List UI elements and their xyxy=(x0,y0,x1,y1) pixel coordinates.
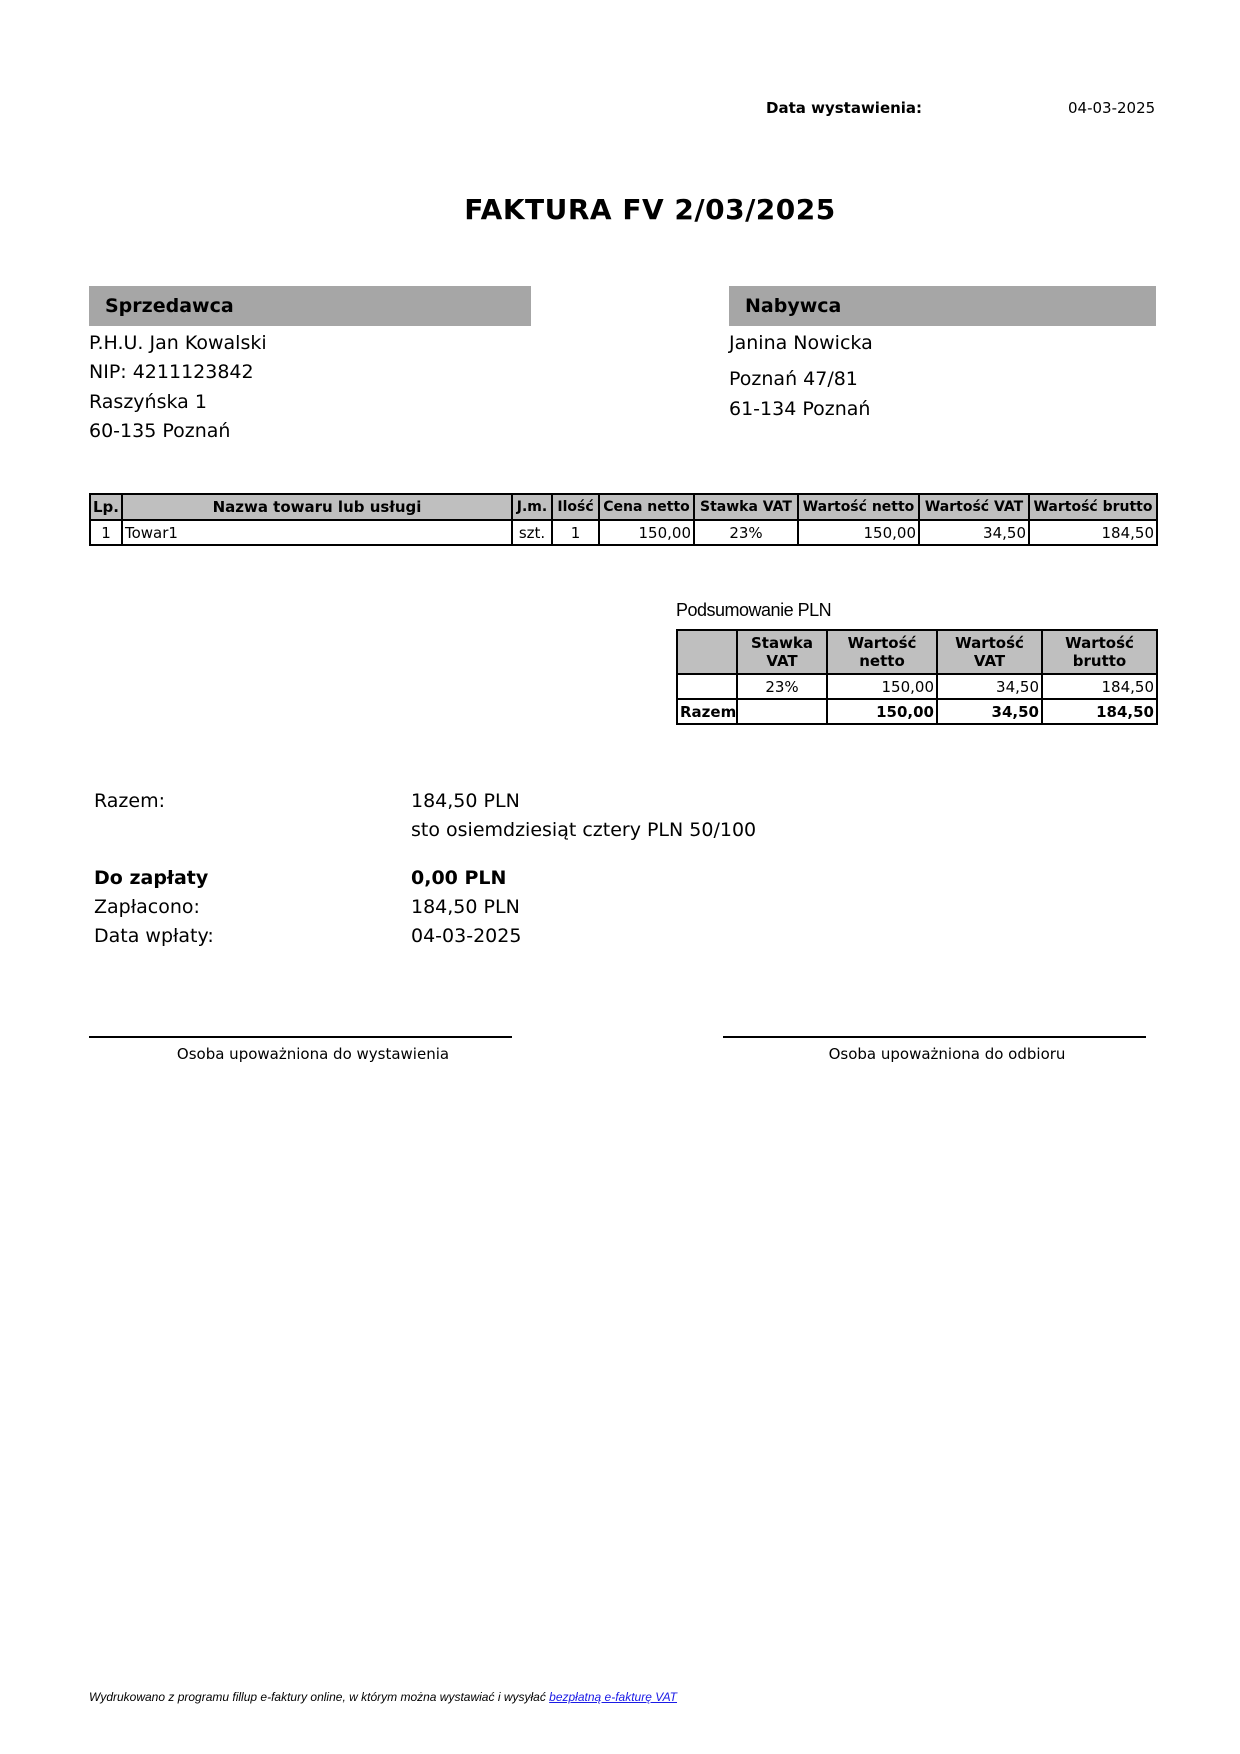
buyer-name: Janina Nowicka xyxy=(729,332,873,354)
table-row xyxy=(90,520,1157,545)
items-header-row xyxy=(90,494,1157,520)
cell-name: Towar1 xyxy=(122,520,512,545)
summary-total-net: 150,00 xyxy=(827,699,937,724)
footer-text: Wydrukowano z programu fillup e-faktury online, w którym można wystawiać i wysyłać xyxy=(89,1690,550,1704)
seller-nip: NIP: 4211123842 xyxy=(89,361,254,383)
signature-label-issuer: Osoba upoważniona do wystawienia xyxy=(176,1045,450,1063)
issue-date-label: Data wystawienia: xyxy=(766,99,923,117)
total-label: Razem: xyxy=(94,790,165,812)
summary-total-row xyxy=(677,699,1157,724)
col-header-name: Nazwa towaru lub usługi xyxy=(122,494,512,520)
summary-cell-gross: 184,50 xyxy=(1042,674,1157,699)
summary-total-label: Razem xyxy=(677,699,737,724)
col-header-qty: Ilość xyxy=(552,494,599,520)
cell-qty: 1 xyxy=(552,520,599,545)
cell-gross-value: 184,50 xyxy=(1029,520,1157,545)
col-header-lp: Lp. xyxy=(90,494,122,520)
table-row xyxy=(677,674,1157,699)
cell-lp: 1 xyxy=(90,520,122,545)
signature-line-recipient xyxy=(723,1036,1146,1038)
items-table xyxy=(89,493,1158,546)
summary-cell-blank xyxy=(677,674,737,699)
invoice-title: FAKTURA FV 2/03/2025 xyxy=(464,193,836,226)
col-header-vat-rate: Stawka VAT xyxy=(694,494,798,520)
col-header-vat-value: Wartość VAT xyxy=(919,494,1029,520)
buyer-city: 61-134 Poznań xyxy=(729,398,871,420)
summary-header-row xyxy=(677,630,1157,674)
amount-due-value: 0,00 PLN xyxy=(411,867,507,889)
summary-header-blank xyxy=(677,630,737,674)
payment-date-value: 04-03-2025 xyxy=(411,925,522,947)
signature-label-recipient: Osoba upoważniona do odbioru xyxy=(828,1045,1066,1063)
col-header-gross-value: Wartość brutto xyxy=(1029,494,1157,520)
seller-name: P.H.U. Jan Kowalski xyxy=(89,332,267,354)
signature-line-issuer xyxy=(89,1036,512,1038)
col-header-net-price: Cena netto xyxy=(599,494,694,520)
summary-header-gross: Wartość brutto xyxy=(1042,630,1157,674)
cell-vat-value: 34,50 xyxy=(919,520,1029,545)
paid-value: 184,50 PLN xyxy=(411,896,520,918)
cell-net-value: 150,00 xyxy=(798,520,919,545)
summary-cell-net: 150,00 xyxy=(827,674,937,699)
summary-total-gross: 184,50 xyxy=(1042,699,1157,724)
total-in-words: sto osiemdziesiąt cztery PLN 50/100 xyxy=(411,819,757,841)
seller-city: 60-135 Poznań xyxy=(89,420,231,442)
summary-cell-vat: 34,50 xyxy=(937,674,1042,699)
issue-date-value: 04-03-2025 xyxy=(1068,99,1156,117)
summary-cell-vat-rate: 23% xyxy=(737,674,827,699)
summary-header-vat-rate: Stawka VAT xyxy=(737,630,827,674)
seller-street: Raszyńska 1 xyxy=(89,391,207,413)
cell-net-price: 150,00 xyxy=(599,520,694,545)
summary-table xyxy=(676,629,1158,725)
cell-unit: szt. xyxy=(512,520,552,545)
footer-note xyxy=(89,1690,677,1704)
cell-vat-rate: 23% xyxy=(694,520,798,545)
summary-total-vat: 34,50 xyxy=(937,699,1042,724)
payment-date-label: Data wpłaty: xyxy=(94,925,214,947)
col-header-unit: J.m. xyxy=(512,494,552,520)
seller-heading: Sprzedawca xyxy=(89,286,531,326)
amount-due-label: Do zapłaty xyxy=(94,867,209,889)
buyer-heading: Nabywca xyxy=(729,286,1156,326)
paid-label: Zapłacono: xyxy=(94,896,200,918)
summary-caption: Podsumowanie PLN xyxy=(676,600,832,620)
total-value: 184,50 PLN xyxy=(411,790,520,812)
summary-total-blank xyxy=(737,699,827,724)
col-header-net-value: Wartość netto xyxy=(798,494,919,520)
footer-link[interactable]: bezpłatną e-fakturę VAT xyxy=(549,1690,678,1704)
buyer-street: Poznań 47/81 xyxy=(729,368,858,390)
summary-header-net: Wartość netto xyxy=(827,630,937,674)
summary-header-vat: Wartość VAT xyxy=(937,630,1042,674)
